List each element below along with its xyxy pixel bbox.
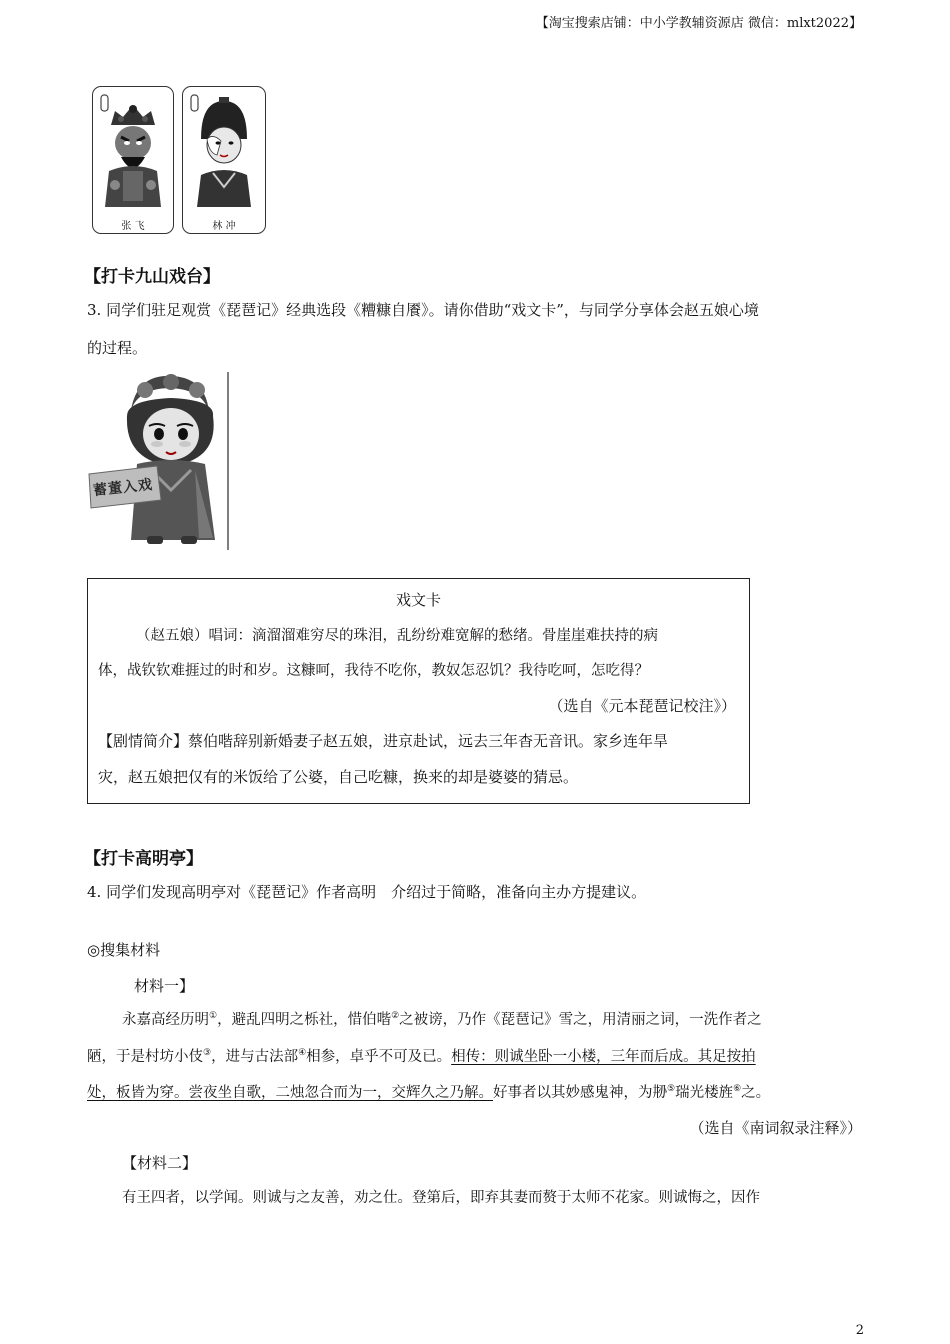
footnote-marker: ③ [203,1048,212,1059]
footnote-marker: ② [391,1011,400,1022]
material-2-label: 【材料二】 [122,1154,198,1172]
phone-caption: 张 飞 [121,221,145,232]
question-3-line1: 3. 同学们驻足观赏《琵琶记》经典选段《糟糠自餍》。请你借助“戏文卡”，与同学分享体会赵五娘心境 [87,301,759,319]
footnote-marker: ④ [298,1048,307,1059]
opera-mask-linchong-icon [183,87,265,213]
material-1-text: 相参，卓乎不可及已。 [306,1049,452,1065]
opera-girl-illustration [87,370,232,552]
question-3-line2: 的过程。 [87,339,148,357]
opera-card-source: （选自《元本琵琶记校注》） [548,697,736,715]
phone-case-linchong [182,86,266,234]
page-number: 2 [855,1323,864,1338]
underlined-text: 处，板皆为穿。尝夜坐自歌，二烛忽合而为一，交辉久之乃解。 [87,1085,493,1101]
opera-card-title: 戏文卡 [395,591,441,609]
section-title-jiushan: 【打卡九山戏台】 [84,267,220,287]
opera-card-lyric-line2: 体，战钦钦难捱过的时和岁。这糠呵，我待不吃你，教奴怎忍饥？我待吃呵，怎吃得？ [98,663,649,679]
section-title-gaoming: 【打卡高明亭】 [84,849,203,869]
opera-card-synopsis-line1: 【剧情简介】蔡伯喈辞别新婚妻子赵五娘，进京赴试，远去三年杳无音讯。家乡连年旱 [98,732,669,750]
collect-materials-heading: ◎搜集材料 [87,941,161,959]
question-4: 4. 同学们发现高明亭对《琵琶记》作者高明 介绍过于简略，准备向主办方提建议。 [87,883,647,901]
material-1-text: ，避乱四明之栎社，惜伯喈 [217,1012,392,1028]
opera-mask-zhangfei-icon [93,87,173,213]
footnote-marker: ⑤ [667,1084,676,1095]
material-1-source: （选自《南词叙录注释》） [689,1119,862,1137]
material-1-text: 之。 [741,1085,771,1101]
material-1-text: 好事者以其妙感鬼神，为刱 [493,1085,667,1101]
material-1-text: 之被谤，乃作《琵琶记》雪之，用清丽之词，一洗作者之 [399,1012,762,1028]
material-1-line2 [87,1047,756,1067]
material-1-text: 瑞光楼旌 [675,1085,734,1101]
footnote-marker: ⑥ [733,1084,742,1095]
material-1-text: 永嘉高经历明 [122,1012,209,1028]
footnote-marker: ① [209,1011,218,1022]
material-1-label: 材料一】 [134,977,195,995]
material-1-line1 [122,1010,762,1030]
phone-caption: 林 冲 [212,221,236,232]
material-1-text: ，进与古法部 [211,1049,299,1065]
page-header: 【淘宝搜索店铺：中小学教辅资源店 微信：mlxt2022】 [535,16,862,31]
material-2-line1: 有王四者，以学闻。则诚与之友善，劝之仕。登第后，即弃其妻而赘于太师不花家。则诚悔之，因作 [122,1190,760,1206]
phone-case-zhangfei [92,86,174,234]
material-1-text: 陋，于是村坊小伎 [87,1049,203,1065]
underlined-text: 相传：则诚坐卧一小楼，三年而后成。其足按拍 [451,1049,756,1065]
opera-sign-text: 蓄董入戏 [92,476,154,500]
opera-card-lyric-line1: （赵五娘）唱词：滴溜溜难穷尽的珠泪，乱纷纷难宽解的愁绪。骨崖崖难扶持的病 [136,628,658,644]
opera-girl-icon [87,370,232,552]
opera-card-synopsis-line2: 灾，赵五娘把仅有的米饭给了公婆，自己吃糠，换来的却是婆婆的猜忌。 [98,768,579,786]
material-1-line3 [87,1083,770,1103]
